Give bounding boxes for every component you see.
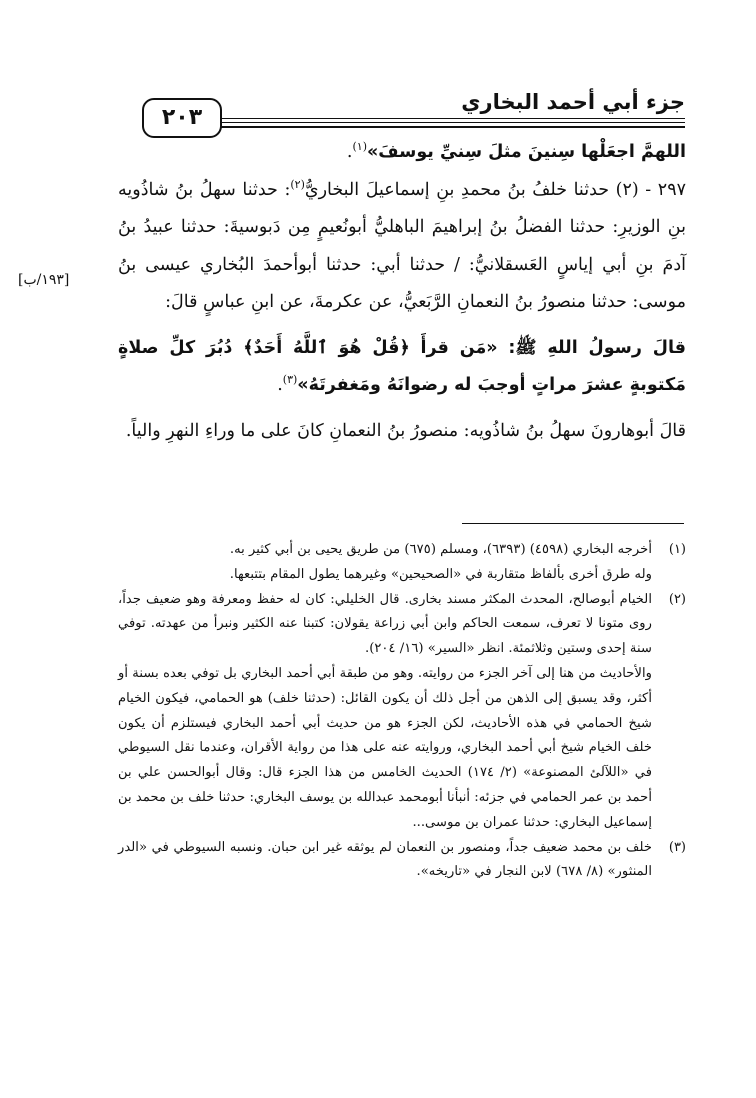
header-rule xyxy=(218,118,685,119)
page-number: ٢٠٣ xyxy=(142,98,222,138)
dua-text: اللهمَّ اجعَلْها سِنينَ مثلَ سِنيِّ يوسفَ» xyxy=(366,142,686,162)
footnote-number: (٢) xyxy=(668,591,686,607)
comment-text: قالَ أبوهارونَ سهلُ بنُ شاذُويه: منصورُ بنُ النعمانِ كانَ على ما وراءِ النهرِ والياً. xyxy=(125,420,686,441)
hadith-297-isnad xyxy=(118,172,686,322)
matn-text: قالَ رسولُ اللهِ ﷺ: «مَن قرأَ ﴿قُلْ هُوَ ٱللَّهُ أَحَدٌ﴾ دُبُرَ كلِّ صلاةٍ مَكتوبةٍ عشرَ مراتٍ أوجبَ له رضوانَهُ ومَغفرتَهُ» xyxy=(118,337,686,395)
isnad-rest: : حدثنا سهلُ بنُ شاذُويه بنِ الوزيرِ: حدثنا الفضلُ بنُ إبراهيمَ الباهليُّ أبونُعيمٍ مِن دَبوسيةَ: حدثنا عبيدُ بنُ آدمَ بنِ أبي إياسٍ العَسقلانيُّ: / حدثنا أبي: حدثنا أبوأحمدَ البُخاري عيسى بنُ موسى: حدثنا منصورُ بنُ النعمانِ الرَّبَعيُّ، عن عكرمةَ، عن ابنِ عباسٍ قالَ: xyxy=(118,179,686,312)
footnote-text: الخيام أبوصالح، المحدث المكثر مسند بخارى. قال الخليلي: كان له حفظ ومعرفة وهو ضعيف جداً، روى متونا لا تعرف، سمعت الحاكم وابن أبي زراعة يقولان: كتبنا عنه الكثير ونبرأ من عهدته. توفي سنة إحدى وستين وثلاثمئة. انظر «السير» (١٦/ ٢٠٤). xyxy=(118,591,652,657)
footnote-number: (٣) xyxy=(668,839,686,855)
footnote xyxy=(118,836,686,886)
footnote-text: أخرجه البخاري (٤٥٩٨) (٦٣٩٣)، ومسلم (٦٧٥) من طريق يحيى بن أبي كثير به. xyxy=(229,542,652,557)
header-rule xyxy=(218,122,685,123)
footnote-ref: (٢) xyxy=(290,177,305,191)
running-title: جزء أبي أحمد البخاري xyxy=(461,90,685,114)
footnotes xyxy=(118,538,686,885)
footnote xyxy=(118,538,686,588)
header-rule xyxy=(218,126,685,128)
main-text xyxy=(118,134,686,450)
isnad-start: ٢٩٧ - (٢) حدثنا خلفُ بنُ محمدِ بنِ إسماعيلَ البخاريُّ xyxy=(304,179,686,200)
manuscript-folio-marker: [١٩٣/ب] xyxy=(18,272,70,288)
page-header xyxy=(120,86,685,134)
footnote xyxy=(118,588,686,836)
paragraph-closing-dua: اللهمَّ اجعَلْها سِنينَ مثلَ سِنيِّ يوسفَ»$^{(١)}$. xyxy=(346,140,686,162)
narrator-comment xyxy=(118,413,686,451)
footnote-text: والأحاديث من هنا إلى آخر الجزء من روايته. وهو من طبقة أبي أحمد البخاري بل توفي بعده بسنة أو أكثر، وقد يسبق إلى الذهن من أجل ذلك أن يكون القائل: (حدثنا خلف) هو الحمامي، فيكون الخيام شيخ الحمامي في هذه الأحاديث، لكن الجزء هو من حديث أبي أحمد البخاري فيستلزم أن يكون خلف الخيام شيخ أبي أحمد البخاري، وروايته عنه على هذا من رواية الأقران، وعندما نقل السيوطي في «اللآلئ المصنوعة» (٢/ ١٧٤) الحديث الخامس من هذا الجزء قال: وقال أبوالحسن علي بن أحمد بن عمر الحمامي في جزئه: أنبأنا أبومحمد عبدالله بن يوسف البخاري: حدثنا خلف بن محمد بن إسماعيل البخاري: حدثنا عمران بن موسى... xyxy=(118,665,653,830)
footnote-separator xyxy=(462,523,684,524)
footnote-text: خلف بن محمد ضعيف جداً، ومنصور بن النعمان لم يوثقه غير ابن حبان. ونسبه السيوطي في «الدر المنثور» (٨/ ٦٧٨) لابن النجار في «تاريخه». xyxy=(118,839,652,880)
footnote-ref: (١) xyxy=(352,140,367,154)
footnote-number: (١) xyxy=(668,542,686,557)
footnote-text: وله طرق أخرى بألفاظ متقاربة في «الصحيحين» وغيرهما يطول المقام بتتبعها. xyxy=(229,566,652,582)
hadith-297-matn: قالَ رسولُ اللهِ ﷺ: «مَن قرأَ ﴿قُلْ هُوَ ٱللَّهُ أَحَدٌ﴾ دُبُرَ كلِّ صلاةٍ مَكتوبةٍ عشرَ مراتٍ أوجبَ له رضوانَهُ ومَغفرتَهُ»$^{(٣)}$. xyxy=(118,337,686,395)
footnote-ref: (٣) xyxy=(282,373,298,387)
